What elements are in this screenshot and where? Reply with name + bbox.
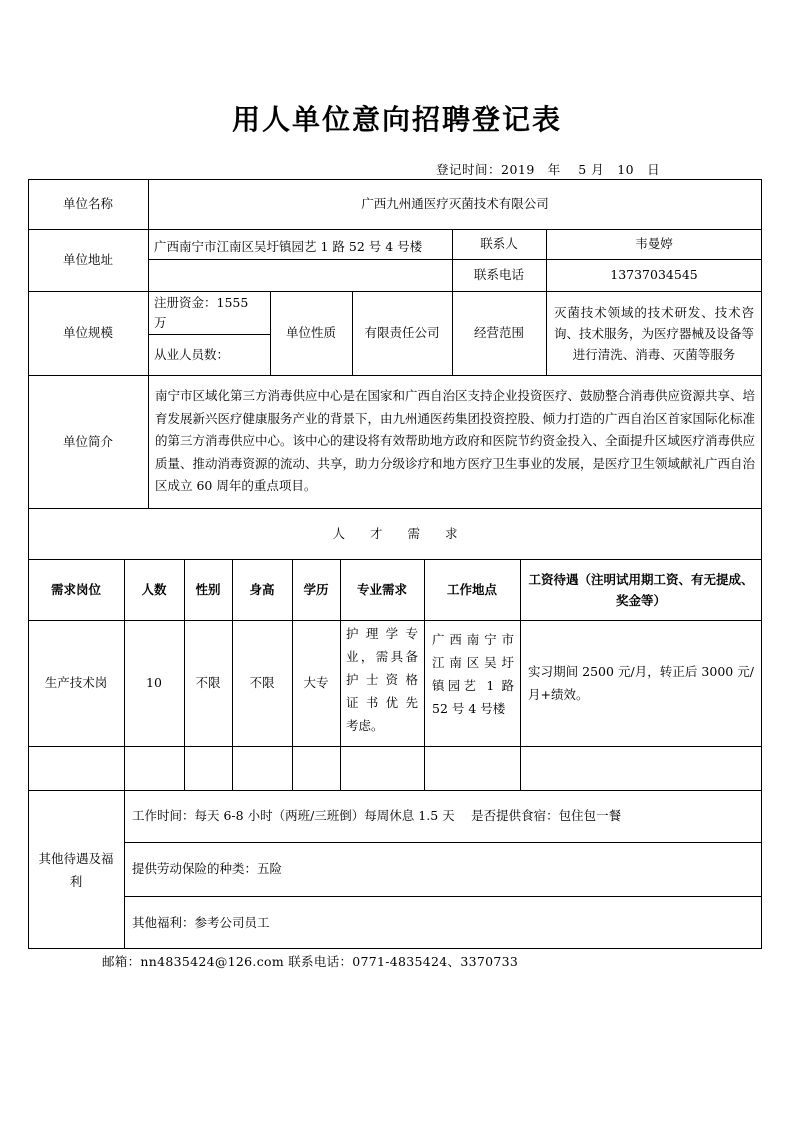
- location-line: 广西南宁市: [432, 632, 514, 647]
- contact-phone: 13737034545: [610, 267, 698, 282]
- company-name-label: 单位名称: [62, 196, 113, 211]
- intro-label: 单位简介: [62, 433, 113, 449]
- staff-count: 从业人员数：: [154, 346, 230, 362]
- phone-label: 联系电话: [473, 267, 524, 282]
- major-line: 业，需具备: [346, 649, 418, 664]
- row-gender: 不限: [195, 675, 221, 690]
- location-line: 52 号 4 号楼: [432, 701, 506, 716]
- scope-label: 经营范围: [473, 325, 524, 340]
- register-date: 登记时间：2019 年 5 月 10 日: [436, 162, 661, 177]
- col-header-major: 专业需求: [356, 581, 407, 597]
- major-line: 护士资格: [346, 672, 418, 687]
- business-scope: 灭菌技术领域的技术研发、技术咨询、技术服务，为医疗器械及设备等进行清洗、消毒、灭菌等服务: [554, 304, 755, 362]
- page-title: 用人单位意向招聘登记表: [231, 103, 562, 136]
- company-intro: 南宁市区域化第三方消毒供应中心是在国家和广西自治区支持企业投资医疗、鼓励整合消毒供应资源共享、培育发展新兴医疗健康服务产业的背景下，由九州通医药集团投资控股、倾力打造的广西自治区首家国际化标准的第三方消毒供应中心。该中心的建设将有效帮助地方政府和医院节约资金投入、全面提升区域医疗消毒供应质量、推动消毒资源的流动、共享，助力分级诊疗和地方医疗卫生事业的发展，是医疗卫生领域献礼广西自治区成立 60 周年的重点项目。: [155, 388, 756, 494]
- row-height: 不限: [249, 675, 275, 690]
- major-line: 证书优先: [346, 695, 418, 710]
- location-line: 江南区吴圩: [432, 655, 514, 670]
- capital-line-2: 万: [154, 314, 167, 330]
- scale-label: 单位规模: [62, 325, 113, 340]
- col-header-count: 人数: [141, 581, 167, 597]
- talent-section-header: 人 才 需 求: [332, 525, 458, 541]
- col-header-education: 学历: [303, 581, 329, 597]
- nature-label: 单位性质: [285, 325, 336, 340]
- col-header-location: 工作地点: [446, 581, 497, 597]
- row-count: 10: [146, 675, 162, 690]
- row-location: [424, 620, 520, 746]
- company-nature: 有限责任公司: [364, 325, 440, 340]
- major-line: 护理学专: [346, 626, 418, 641]
- row-position: 生产技术岗: [44, 675, 108, 690]
- location-line: 镇园艺 1 路: [432, 678, 514, 693]
- registered-capital: [148, 291, 270, 334]
- col-header-height: 身高: [249, 581, 275, 597]
- col-header-position: 需求岗位: [50, 581, 101, 597]
- contact-name: 韦曼婷: [635, 236, 673, 251]
- company-address: 广西南宁市江南区吴圩镇园艺 1 路 52 号 4 号楼: [154, 239, 423, 254]
- row-education: 大专: [303, 675, 329, 690]
- major-line: 考虑。: [346, 718, 384, 733]
- col-header-salary: 工资待遇（注明试用期工资、有无提成、奖金等）: [528, 571, 754, 608]
- benefits-label: 其他待遇及福利: [38, 850, 114, 889]
- company-name: 广西九州通医疗灭菌技术有限公司: [361, 196, 549, 211]
- footer-contact: 邮箱：nn4835424@126.com 联系电话：0771-4835424、3370733: [102, 954, 519, 969]
- address-label: 单位地址: [62, 252, 113, 267]
- row-major: [340, 620, 424, 746]
- col-header-gender: 性别: [195, 581, 221, 597]
- row-salary: 实习期间 2500 元/月，转正后 3000 元/月+绩效。: [528, 664, 754, 702]
- capital-line-1: 注册资金：1555: [154, 294, 249, 310]
- contact-label: 联系人: [480, 236, 518, 251]
- benefits-insurance: 提供劳动保险的种类：五险: [132, 861, 283, 876]
- benefits-work-time: 工作时间：每天 6-8 小时（两班/三班倒）每周休息 1.5 天 是否提供食宿：包住包一餐: [132, 808, 622, 823]
- benefits-other: 其他福利：参考公司员工: [132, 914, 270, 930]
